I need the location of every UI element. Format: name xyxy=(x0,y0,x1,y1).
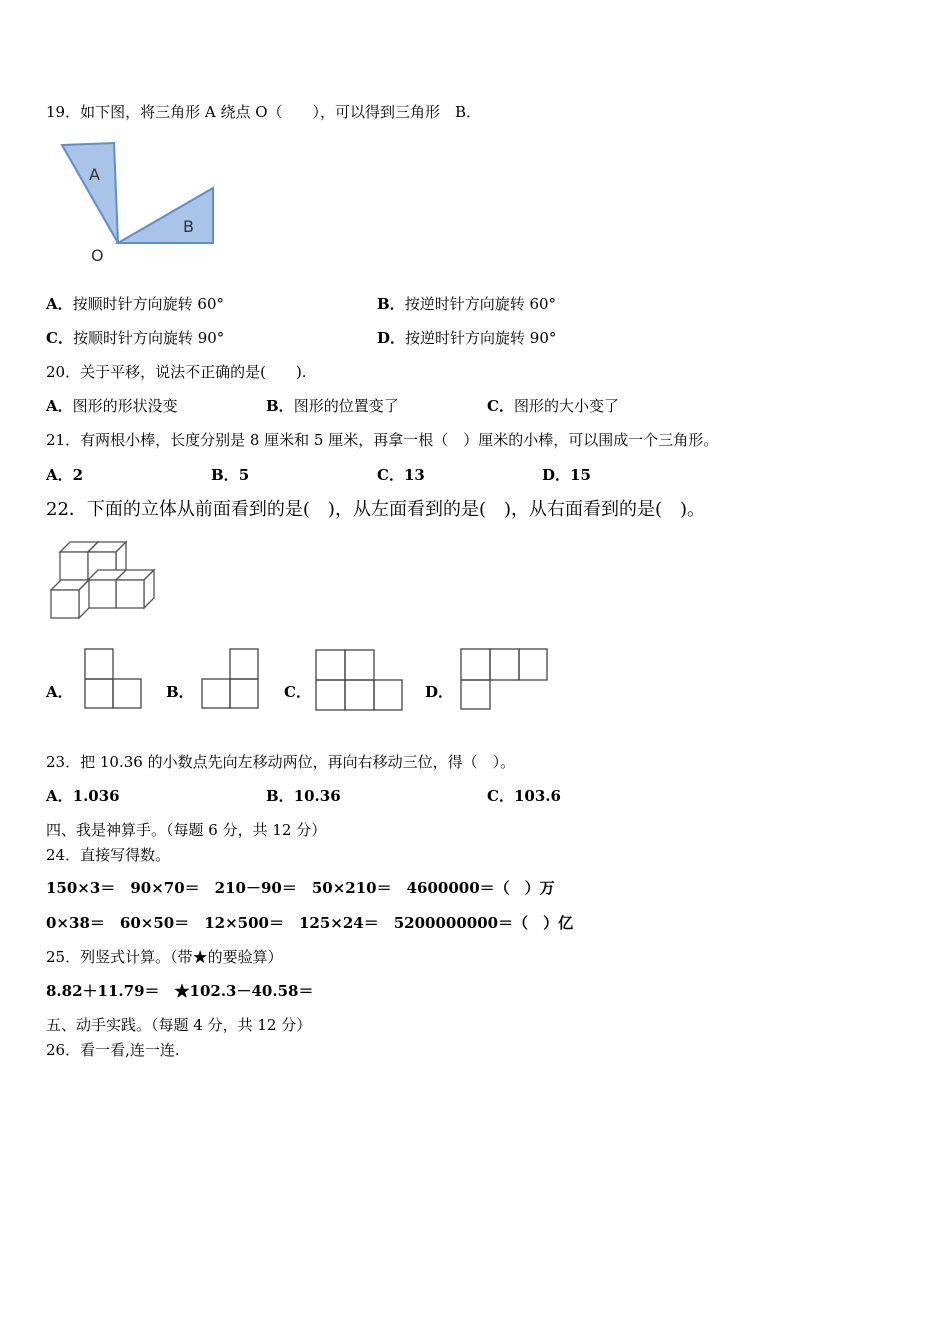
q24-text: 24．直接写得数。 xyxy=(46,846,171,864)
q21-option-b-letter: B． xyxy=(211,466,239,484)
q26-text: 26．看一看,连一连. xyxy=(46,1041,180,1059)
q20-option-c-letter: C． xyxy=(487,397,514,415)
q25-text: 25．列竖式计算。（带★的要验算） xyxy=(46,948,283,966)
q22-option-d-letter[interactable]: D． xyxy=(425,683,454,701)
q21-text: 21．有两根小棒，长度分别是 8 厘米和 5 厘米，再拿一根（ ）厘米的小棒，可以围成一个三角形。 xyxy=(46,431,719,449)
q22-solid-figure xyxy=(48,538,168,630)
q21-option-b[interactable] xyxy=(211,465,249,485)
q20-option-b-letter: B． xyxy=(266,397,294,415)
q21-option-a-letter: A． xyxy=(46,466,73,484)
q19-option-b[interactable] xyxy=(377,294,556,314)
q20-option-c-text: 图形的大小变了 xyxy=(513,397,619,415)
triangle-a xyxy=(62,143,118,243)
q21-option-a[interactable] xyxy=(46,465,83,485)
triangle-b xyxy=(118,188,213,243)
q21-option-d-letter: D． xyxy=(542,466,571,484)
q19-option-d-text: 按逆时针方向旋转 90° xyxy=(405,329,557,347)
section-5-heading: 五、动手实践。（每题 4 分，共 12 分） xyxy=(46,1016,312,1034)
q23-option-c-text: 103.6 xyxy=(513,787,561,805)
q25-row-1: 8.82＋11.79＝ ★102.3－40.58＝ xyxy=(46,982,314,1000)
q19-text: 19．如下图，将三角形 A 绕点 O（ ），可以得到三角形 B． xyxy=(46,103,482,121)
cube-front-right-2 xyxy=(116,570,154,608)
triangle-a-label: A xyxy=(89,165,100,184)
q20-option-a-letter: A． xyxy=(46,397,73,415)
q23-option-c[interactable] xyxy=(487,786,561,806)
q21-option-d[interactable] xyxy=(542,465,591,485)
q23-text: 23．把 10.36 的小数点先向左移动两位，再向右移动三位，得（ ）。 xyxy=(46,753,516,771)
q20-option-b-text: 图形的位置变了 xyxy=(293,397,399,415)
q20-option-a[interactable] xyxy=(46,396,178,416)
q21-option-c-text: 13 xyxy=(403,466,425,484)
q19-option-b-letter: B． xyxy=(377,295,405,313)
q20-text: 20．关于平移，说法不正确的是( ). xyxy=(46,363,307,381)
q19-option-a-text: 按顺时针方向旋转 60° xyxy=(72,295,224,313)
section-4-heading: 四、我是神算手。（每题 6 分，共 12 分） xyxy=(46,821,327,839)
q22-option-a-letter[interactable]: A． xyxy=(46,683,73,701)
q21-option-c-letter: C． xyxy=(377,466,404,484)
q22-option-a-view[interactable] xyxy=(84,648,144,710)
q19-option-b-text: 按逆时针方向旋转 60° xyxy=(404,295,557,313)
q20-option-a-text: 图形的形状没变 xyxy=(72,397,178,415)
q19-option-c-letter: C． xyxy=(46,329,73,347)
q22-text: 22．下面的立体从前面看到的是( )，从左面看到的是( )，从右面看到的是( )。 xyxy=(46,499,706,520)
q22-option-d-view[interactable] xyxy=(459,647,549,711)
q19-option-d-letter: D． xyxy=(377,329,406,347)
q19-option-a-letter: A． xyxy=(46,295,73,313)
q22-option-b-letter[interactable]: B． xyxy=(166,683,194,701)
q22-option-c-view[interactable] xyxy=(314,648,404,712)
q21-option-b-text: 5 xyxy=(238,466,250,484)
q21-option-a-text: 2 xyxy=(72,466,84,484)
q21-option-c[interactable] xyxy=(377,465,425,485)
q20-option-b[interactable] xyxy=(266,396,399,416)
q21-option-d-text: 15 xyxy=(570,466,591,484)
q23-option-a[interactable] xyxy=(46,786,120,806)
q19-figure xyxy=(55,138,225,268)
q23-option-b-text: 10.36 xyxy=(293,787,341,805)
q23-option-c-letter: C． xyxy=(487,787,514,805)
q23-option-a-text: 1.036 xyxy=(72,787,120,805)
q20-option-c[interactable] xyxy=(487,396,619,416)
q19-option-c-text: 按顺时针方向旋转 90° xyxy=(72,329,225,347)
q24-row-1: 150×3＝ 90×70＝ 210－90＝ 50×210＝ 4600000＝（ ）万 xyxy=(46,879,555,897)
triangle-b-label: B xyxy=(183,217,194,236)
q22-option-b-view[interactable] xyxy=(200,648,260,710)
q22-option-c-letter[interactable]: C． xyxy=(284,683,311,701)
cube-front-left xyxy=(51,580,89,618)
q19-option-d[interactable] xyxy=(377,328,556,348)
q24-row-2: 0×38＝ 60×50＝ 12×500＝ 125×24＝ 5200000000＝（ ）亿 xyxy=(46,914,574,932)
q23-option-b-letter: B． xyxy=(266,787,294,805)
q19-option-c[interactable] xyxy=(46,328,224,348)
q23-option-a-letter: A． xyxy=(46,787,73,805)
q19-option-a[interactable] xyxy=(46,294,224,314)
q23-option-b[interactable] xyxy=(266,786,341,806)
point-o-label: O xyxy=(91,246,104,265)
